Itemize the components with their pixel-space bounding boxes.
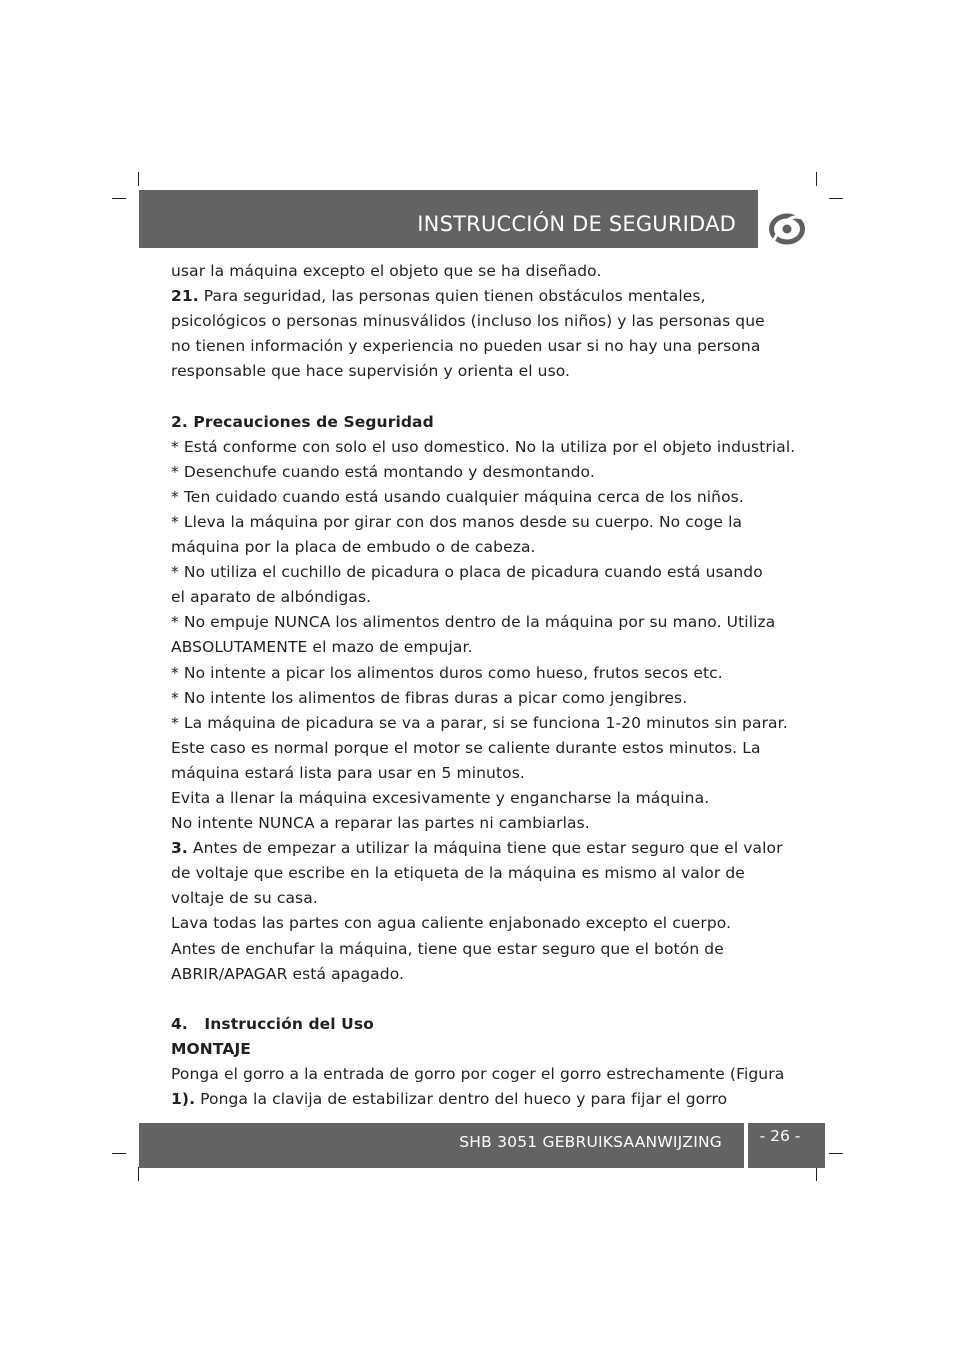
text-line: * No intente a picar los alimentos duros como hueso, frutos secos etc. [171, 663, 723, 682]
item-number: 21. [171, 287, 199, 306]
text-line: * Lleva la máquina por girar con dos manos desde su cuerpo. No coge la [171, 512, 743, 531]
text-line: Este caso es normal porque el motor se caliente durante estos minutos. La [171, 738, 761, 757]
text-line: de voltaje que escribe en la etiqueta de la máquina es mismo al valor de [171, 864, 745, 883]
text-line: * La máquina de picadura se va a parar, si se funciona 1-20 minutos sin parar. [171, 713, 788, 732]
text-line: ABSOLUTAMENTE el mazo de empujar. [171, 638, 473, 657]
page-title: INSTRUCCIÓN DE SEGURIDAD [417, 212, 736, 236]
text-line: usar la máquina excepto el objeto que se ha diseñado. [171, 262, 602, 280]
section-heading-text: 4. Instrucción del Uso [171, 1014, 374, 1033]
crop-mark [829, 198, 843, 199]
crop-mark [112, 1153, 126, 1154]
text-line: * Ten cuidado cuando está usando cualquier máquina cerca de los niños. [171, 487, 744, 506]
text-line: Ponga el gorro a la entrada de gorro por coger el gorro estrechamente (Figura [171, 1065, 785, 1083]
crop-mark [816, 1167, 817, 1181]
text-line [171, 284, 791, 309]
footer-bar [139, 1123, 744, 1168]
text-line: Evita a llenar la máquina excesivamente y engancharse la máquina. [171, 788, 710, 807]
text-line: * Está conforme con solo el uso domestico. No la utiliza por el objeto industrial. [171, 437, 796, 456]
page-number-box [748, 1123, 825, 1168]
text-line: ABRIR/APAGAR está apagado. [171, 964, 405, 983]
crop-mark [138, 1167, 139, 1181]
text-line: máquina estará lista para usar en 5 minutos. [171, 763, 525, 782]
figure-ref: 1). [171, 1090, 196, 1109]
item-number: 3. [171, 839, 188, 858]
body-text [171, 259, 796, 1112]
text-line: No intente NUNCA a reparar las partes ni cambiarlas. [171, 814, 590, 833]
brand-circle-logo-icon [768, 210, 806, 248]
text-line: * No empuje NUNCA los alimentos dentro de la máquina por su mano. Utiliza [171, 613, 776, 632]
footer-title: SHB 3051 GEBRUIKSAANWIJZING [459, 1133, 722, 1151]
section-heading [171, 1012, 791, 1037]
text-line [171, 836, 791, 861]
text-line: el aparato de albóndigas. [171, 588, 372, 607]
text-span: Ponga la clavija de estabilizar dentro del hueco y para fijar el gorro [195, 1090, 728, 1109]
text-line: Antes de enchufar la máquina, tiene que estar seguro que el botón de [171, 939, 724, 958]
text-line: no tienen información y experiencia no pueden usar si no hay una persona [171, 337, 761, 356]
crop-mark [829, 1153, 843, 1154]
section-heading-text: 2. Precauciones de Seguridad [171, 412, 434, 431]
subsection-heading-text: MONTAJE [171, 1039, 251, 1058]
text-line: psicológicos o personas minusválidos (incluso los niños) y las personas que [171, 312, 765, 331]
text-line: * Desenchufe cuando está montando y desmontando. [171, 462, 595, 481]
text-line: Lava todas las partes con agua caliente enjabonado excepto el cuerpo. [171, 914, 732, 933]
page-number: - 26 - [759, 1127, 801, 1145]
text-line: * No intente los alimentos de fibras duras a picar como jengibres. [171, 688, 688, 707]
subsection-heading [171, 1037, 791, 1062]
text-span: Antes de empezar a utilizar la máquina tiene que estar seguro que el valor [187, 839, 783, 858]
text-line: máquina por la placa de embudo o de cabeza. [171, 538, 536, 557]
crop-mark [112, 198, 126, 199]
text-line: * No utiliza el cuchillo de picadura o placa de picadura cuando está usando [171, 563, 763, 582]
header-bar [139, 190, 758, 248]
text-line: responsable que hace supervisión y orienta el uso. [171, 362, 571, 381]
section-heading [171, 410, 791, 435]
text-line: voltaje de su casa. [171, 889, 318, 908]
crop-mark [816, 172, 817, 186]
crop-mark [138, 172, 139, 186]
text-span: Para seguridad, las personas quien tienen obstáculos mentales, [198, 287, 706, 306]
text-line [171, 1087, 791, 1112]
